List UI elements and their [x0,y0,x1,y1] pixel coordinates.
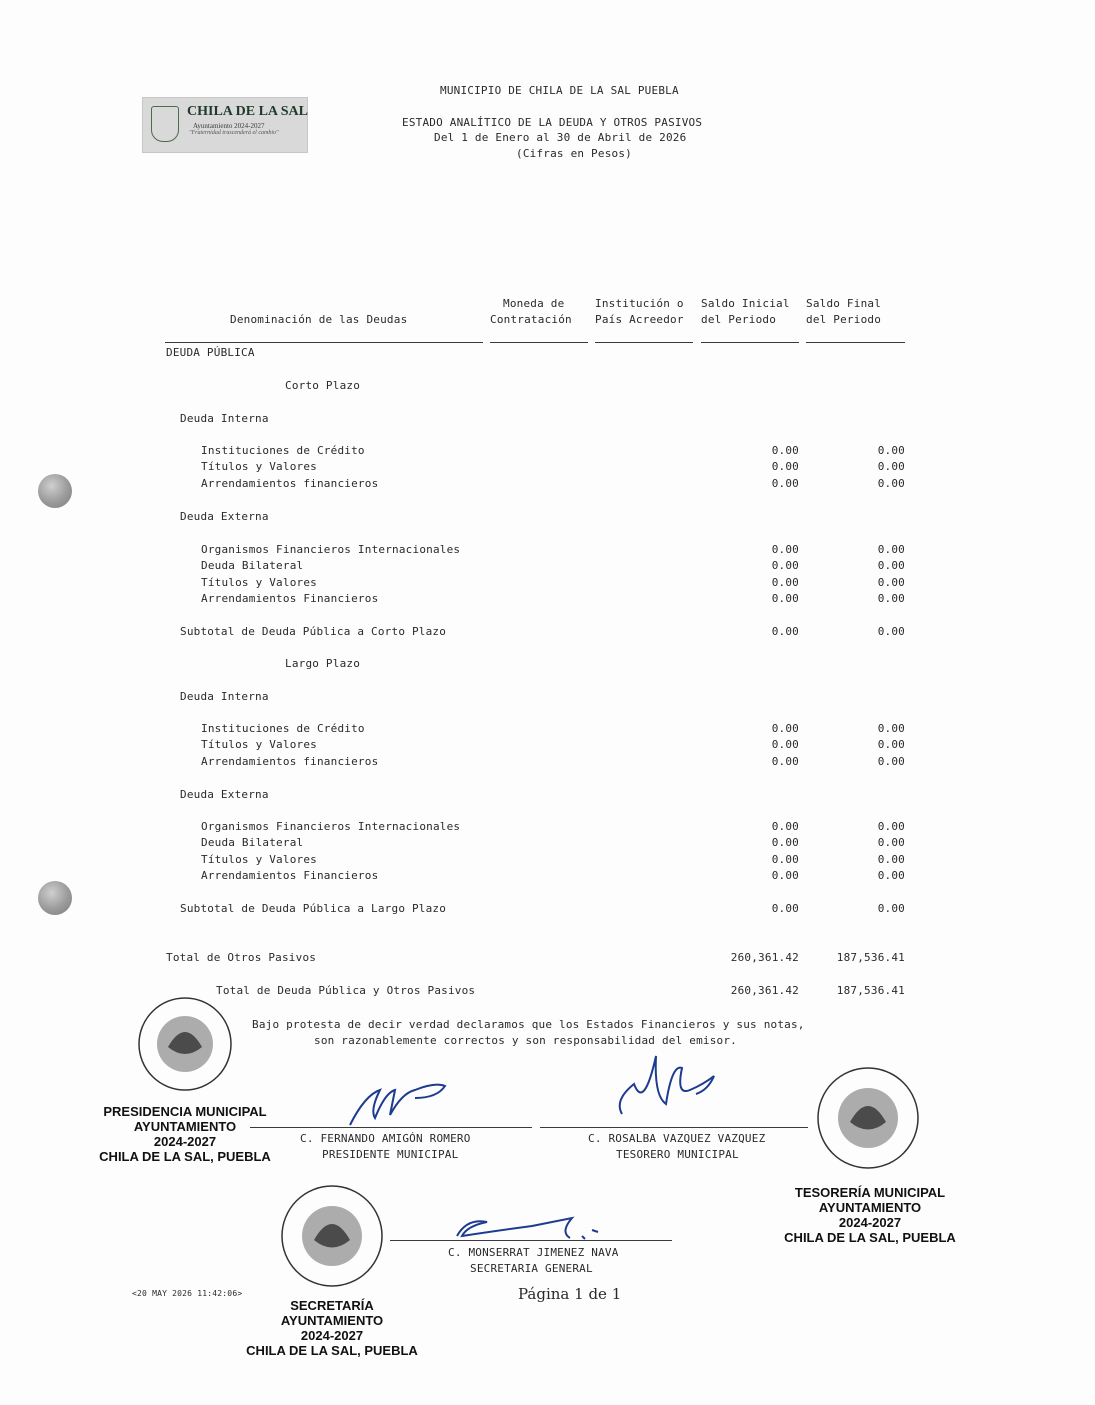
signature-line-treasurer [540,1127,808,1128]
row-label: Arrendamientos financieros [201,477,379,490]
saldo-final-value: 187,536.41 [836,984,905,997]
row-label: Títulos y Valores [201,460,317,473]
seal-tesoreria [814,1064,922,1172]
saldo-final-value: 0.00 [877,836,905,849]
col-header-saldo-inicial-1: Saldo Inicial [701,297,790,310]
row-label: Deuda Externa [180,788,269,801]
saldo-inicial-value: 0.00 [771,460,799,473]
stamp-tesoreria-line-4: CHILA DE LA SAL, PUEBLA [784,1230,956,1245]
saldo-inicial-value: 0.00 [771,543,799,556]
saldo-inicial-value: 0.00 [771,576,799,589]
header-rule-4 [701,342,799,343]
col-header-saldo-final-1: Saldo Final [806,297,882,310]
signature-line-president [250,1127,532,1128]
saldo-inicial-value: 0.00 [771,625,799,638]
report-title: ESTADO ANALÍTICO DE LA DEUDA Y OTROS PASIVOS [402,116,703,129]
president-name: C. FERNANDO AMIGÓN ROMERO [300,1132,471,1145]
declaration-line-1: Bajo protesta de decir verdad declaramos que los Estados Financieros y sus notas, [252,1018,805,1031]
saldo-inicial-value: 0.00 [771,755,799,768]
punch-hole-bottom [38,881,72,915]
header-rule-2 [490,342,588,343]
header-rule-5 [806,342,905,343]
stamp-presidencia-line-4: CHILA DE LA SAL, PUEBLA [99,1149,271,1164]
saldo-inicial-value: 0.00 [771,722,799,735]
row-label: Organismos Financieros Internacionales [201,820,461,833]
col-header-saldo-inicial-2: del Periodo [701,313,777,326]
saldo-inicial-value: 0.00 [771,836,799,849]
seal-presidencia [128,995,242,1093]
col-header-saldo-final-2: del Periodo [806,313,882,326]
saldo-final-value: 0.00 [877,460,905,473]
saldo-final-value: 0.00 [877,576,905,589]
row-label: Títulos y Valores [201,853,317,866]
row-label: Subtotal de Deuda Pública a Corto Plazo [180,625,447,638]
saldo-inicial-value: 0.00 [771,820,799,833]
row-label: Deuda Externa [180,510,269,523]
logo-subtitle: Ayuntamiento 2024-2027 [193,122,265,130]
row-label: Subtotal de Deuda Pública a Largo Plazo [180,902,447,915]
logo-emblem-icon [151,106,179,142]
row-label: Instituciones de Crédito [201,722,365,735]
saldo-final-value: 0.00 [877,592,905,605]
col-header-denominacion: Denominación de las Deudas [230,313,408,326]
col-header-moneda-1: Moneda de [503,297,565,310]
entity-title: MUNICIPIO DE CHILA DE LA SAL PUEBLA [440,84,679,97]
secretary-title: SECRETARIA GENERAL [470,1262,593,1275]
row-label: Organismos Financieros Internacionales [201,543,461,556]
header-rule-1 [165,342,483,343]
signature-treasurer [612,1052,732,1124]
report-units: (Cifras en Pesos) [516,147,632,160]
president-title: PRESIDENTE MUNICIPAL [322,1148,459,1161]
stamp-secretaria [240,1298,424,1358]
saldo-final-value: 0.00 [877,444,905,457]
row-label: Corto Plazo [285,379,361,392]
stamp-presidencia-line-3: 2024-2027 [153,1134,217,1149]
row-label: Instituciones de Crédito [201,444,365,457]
saldo-final-value: 0.00 [877,820,905,833]
saldo-final-value: 0.00 [877,755,905,768]
saldo-final-value: 0.00 [877,543,905,556]
row-label: Total de Otros Pasivos [166,951,317,964]
saldo-final-value: 0.00 [877,902,905,915]
stamp-tesoreria [780,1185,960,1245]
signature-president [345,1075,455,1130]
row-label: Total de Deuda Pública y Otros Pasivos [216,984,476,997]
stamp-presidencia-line-2: AYUNTAMIENTO [133,1119,237,1134]
saldo-inicial-value: 0.00 [771,869,799,882]
row-label: Títulos y Valores [201,738,317,751]
stamp-secretaria-line-1: SECRETARÍA [290,1298,374,1313]
saldo-final-value: 0.00 [877,738,905,751]
saldo-inicial-value: 0.00 [771,477,799,490]
logo-name: CHILA DE LA SAL [187,104,308,119]
row-label: Deuda Bilateral [201,559,304,572]
saldo-final-value: 187,536.41 [836,951,905,964]
seal-secretaria [278,1182,386,1290]
stamp-secretaria-line-3: 2024-2027 [300,1328,364,1343]
saldo-inicial-value: 0.00 [771,902,799,915]
treasurer-name: C. ROSALBA VAZQUEZ VAZQUEZ [588,1132,766,1145]
report-period: Del 1 de Enero al 30 de Abril de 2026 [434,131,687,144]
page-number: Página 1 de 1 [518,1285,622,1303]
row-label: Arrendamientos Financieros [201,592,379,605]
header-rule-3 [595,342,693,343]
row-label: DEUDA PÚBLICA [166,346,255,359]
punch-hole-top [38,474,72,508]
stamp-tesoreria-line-1: TESORERÍA MUNICIPAL [794,1185,946,1200]
saldo-final-value: 0.00 [877,869,905,882]
saldo-inicial-value: 0.00 [771,738,799,751]
stamp-presidencia-line-1: PRESIDENCIA MUNICIPAL [103,1104,267,1119]
logo-slogan: "Fraternidad trascenderá el cambio" [189,130,279,136]
saldo-inicial-value: 0.00 [771,559,799,572]
stamp-presidencia [95,1104,275,1164]
municipality-logo [142,97,308,153]
col-header-institucion-2: País Acreedor [595,313,684,326]
saldo-inicial-value: 260,361.42 [730,984,799,997]
row-label: Deuda Interna [180,690,269,703]
saldo-inicial-value: 0.00 [771,853,799,866]
treasurer-title: TESORERO MUNICIPAL [616,1148,739,1161]
saldo-final-value: 0.00 [877,559,905,572]
print-timestamp: <20 MAY 2026 11:42:06> [132,1289,243,1298]
saldo-final-value: 0.00 [877,722,905,735]
row-label: Deuda Bilateral [201,836,304,849]
saldo-inicial-value: 0.00 [771,444,799,457]
col-header-institucion-1: Institución o [595,297,684,310]
stamp-secretaria-line-2: AYUNTAMIENTO [280,1313,384,1328]
signature-line-secretary [390,1240,672,1241]
saldo-final-value: 0.00 [877,477,905,490]
stamp-tesoreria-line-3: 2024-2027 [838,1215,902,1230]
secretary-name: C. MONSERRAT JIMENEZ NAVA [448,1246,619,1259]
saldo-inicial-value: 0.00 [771,592,799,605]
row-label: Largo Plazo [285,657,361,670]
saldo-final-value: 0.00 [877,853,905,866]
row-label: Deuda Interna [180,412,269,425]
col-header-moneda-2: Contratación [490,313,572,326]
row-label: Arrendamientos Financieros [201,869,379,882]
declaration-line-2: son razonablemente correctos y son responsabilidad del emisor. [314,1034,737,1047]
saldo-final-value: 0.00 [877,625,905,638]
stamp-tesoreria-line-2: AYUNTAMIENTO [818,1200,922,1215]
row-label: Arrendamientos financieros [201,755,379,768]
stamp-secretaria-line-4: CHILA DE LA SAL, PUEBLA [246,1343,418,1358]
saldo-inicial-value: 260,361.42 [730,951,799,964]
row-label: Títulos y Valores [201,576,317,589]
